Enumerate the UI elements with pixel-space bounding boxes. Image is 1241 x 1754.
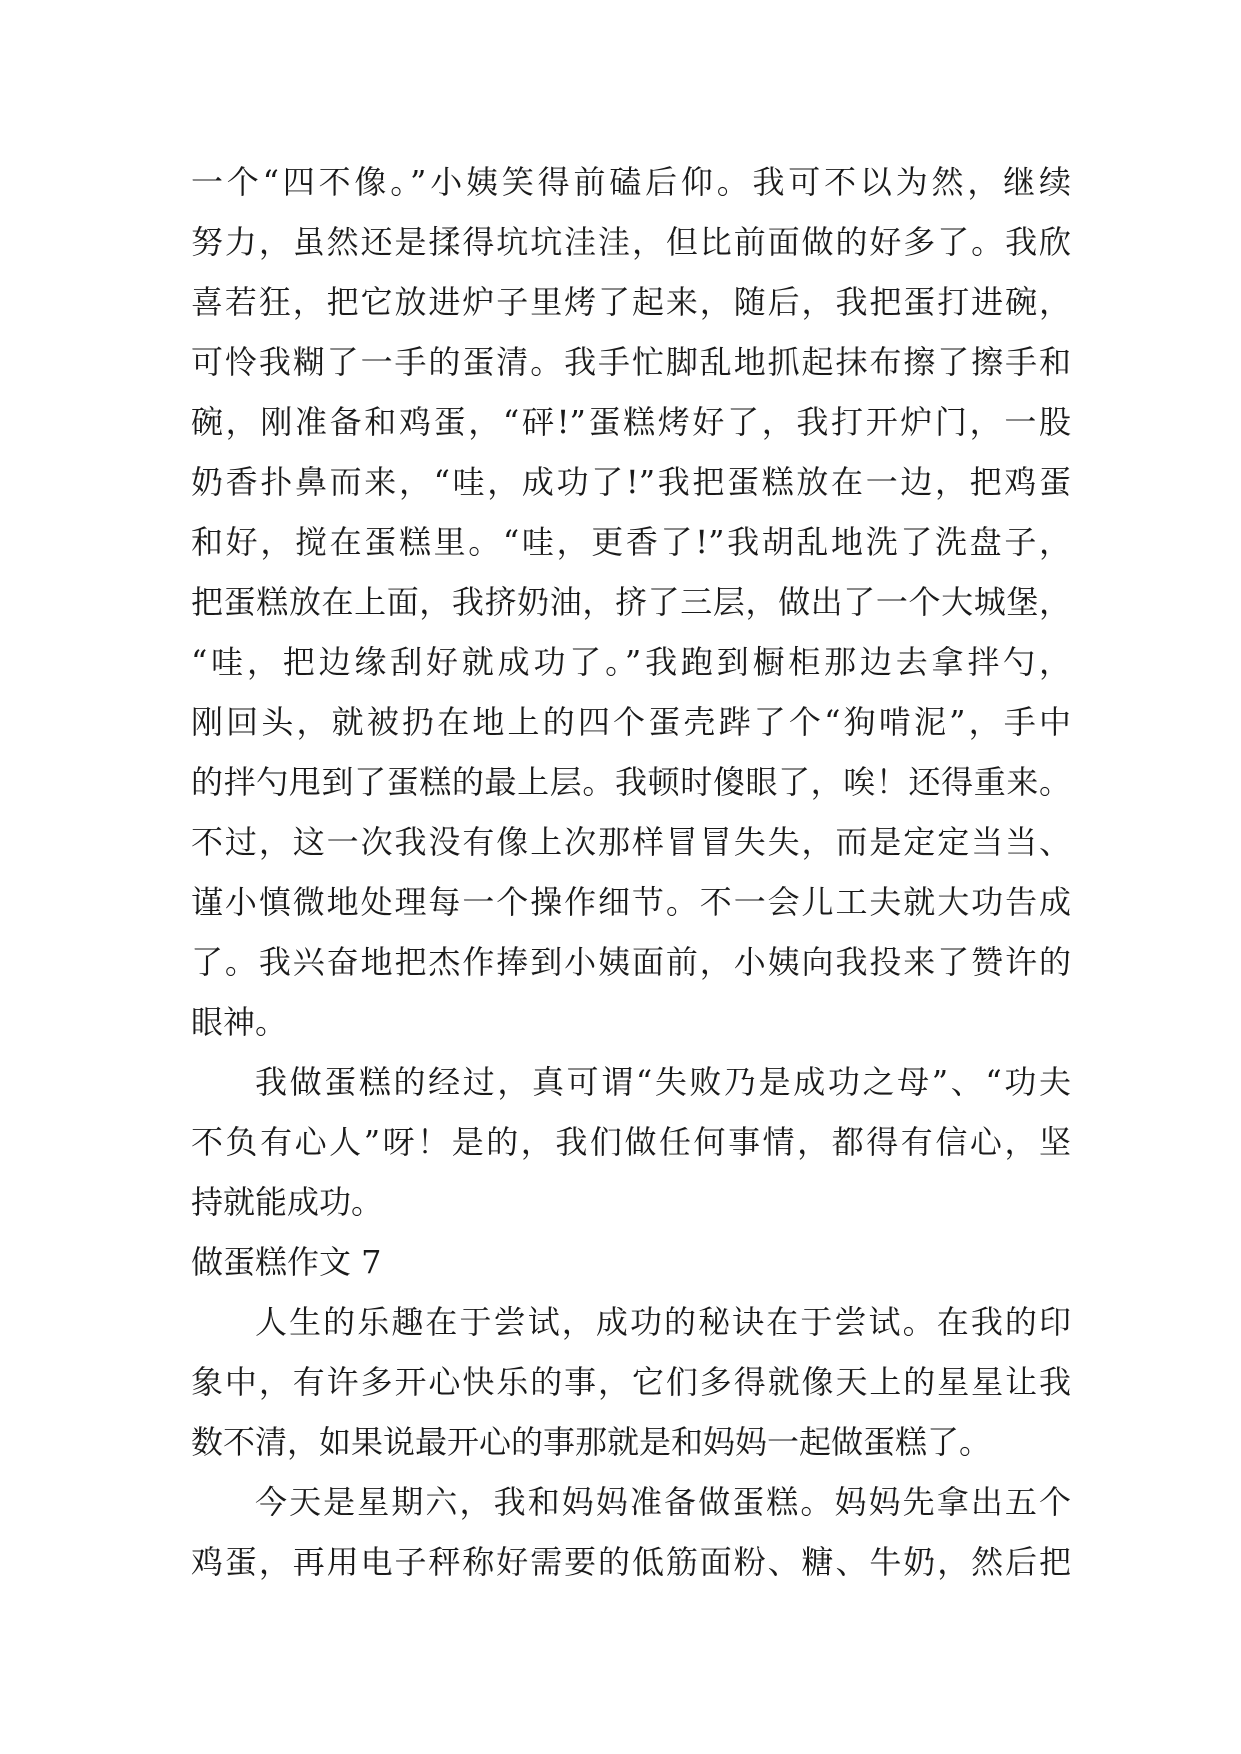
text-line: 可怜我糊了一手的蛋清。我手忙脚乱地抓起抹布擦了擦手和 [191, 343, 1071, 381]
text-line: 一个“四不像。”小姨笑得前磕后仰。我可不以为然，继续 [191, 163, 1071, 201]
text-line: 的拌勺甩到了蛋糕的最上层。我顿时傻眼了，唉！还得重来。 [191, 763, 1071, 801]
text-line: 和好，搅在蛋糕里。“哇，更香了!”我胡乱地洗了洗盘子， [191, 523, 1071, 561]
text-line: 喜若狂，把它放进炉子里烤了起来，随后，我把蛋打进碗， [191, 283, 1071, 321]
text-line: 奶香扑鼻而来，“哇，成功了!”我把蛋糕放在一边，把鸡蛋 [191, 463, 1071, 501]
text-line: 把蛋糕放在上面，我挤奶油，挤了三层，做出了一个大城堡， [191, 583, 1071, 621]
text-line: 碗，刚准备和鸡蛋，“砰!”蛋糕烤好了，我打开炉门，一股 [191, 403, 1071, 441]
section-heading: 做蛋糕作文 7 [191, 1243, 382, 1281]
text-line: 持就能成功。 [191, 1183, 384, 1221]
text-line: 人生的乐趣在于尝试，成功的秘诀在于尝试。在我的印 [255, 1303, 1071, 1341]
text-line: 象中，有许多开心快乐的事，它们多得就像天上的星星让我 [191, 1363, 1071, 1401]
paragraph [191, 1052, 1071, 1232]
text-line: 数不清，如果说最开心的事那就是和妈妈一起做蛋糕了。 [191, 1423, 992, 1461]
text-line: 不负有心人”呀！是的，我们做任何事情，都得有信心，坚 [191, 1123, 1071, 1161]
text-line: 我做蛋糕的经过，真可谓“失败乃是成功之母”、“功夫 [255, 1063, 1071, 1101]
text-line: 谨小慎微地处理每一个操作细节。不一会儿工夫就大功告成 [191, 883, 1071, 921]
paragraph [191, 1472, 1071, 1592]
paragraph [191, 152, 1071, 1052]
text-line: 鸡蛋，再用电子秤称好需要的低筋面粉、糖、牛奶，然后把 [191, 1543, 1071, 1581]
text-line: 眼神。 [191, 1003, 288, 1041]
text-line: 今天是星期六，我和妈妈准备做蛋糕。妈妈先拿出五个 [255, 1483, 1071, 1521]
document-body [191, 152, 1071, 1592]
text-line: 努力，虽然还是揉得坑坑洼洼，但比前面做的好多了。我欣 [191, 223, 1071, 261]
text-line: 了。我兴奋地把杰作捧到小姨面前，小姨向我投来了赞许的 [191, 943, 1071, 981]
text-line: 刚回头，就被扔在地上的四个蛋壳跸了个“狗啃泥”，手中 [191, 703, 1071, 741]
paragraph [191, 1292, 1071, 1472]
text-line: “哇，把边缘刮好就成功了。”我跑到橱柜那边去拿拌勺， [191, 643, 1071, 681]
text-line: 不过，这一次我没有像上次那样冒冒失失，而是定定当当、 [191, 823, 1071, 861]
